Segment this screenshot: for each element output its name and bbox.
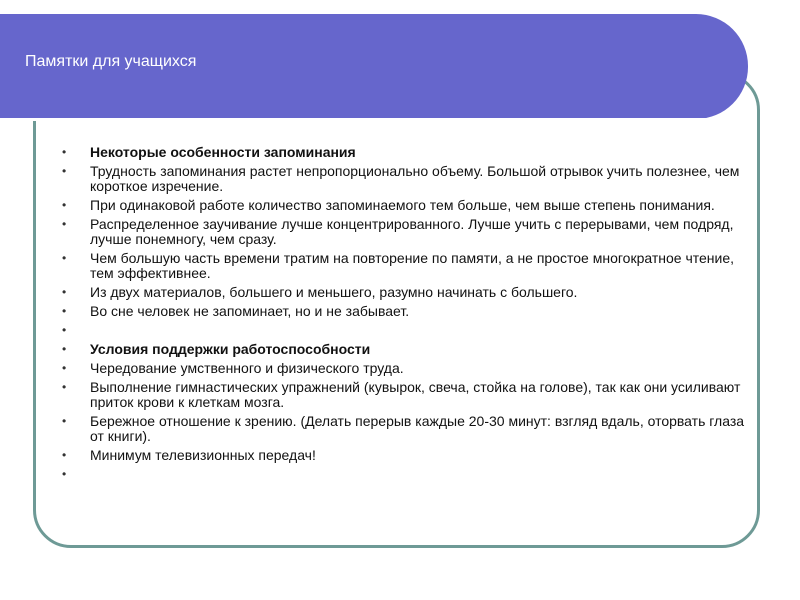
list-item	[62, 304, 752, 319]
list-item-text: Трудность запоминания растет непропорционально объему. Большой отрывок учить полезнее, чем короткое изречение.	[90, 163, 740, 194]
list-item-text: При одинаковой работе количество запоминаемого тем больше, чем выше степень понимания.	[90, 197, 715, 213]
list-item	[62, 217, 752, 247]
bullet-dot-icon: •	[62, 342, 67, 356]
list-item-text: Распределенное заучивание лучше концентрированного. Лучше учить с перерывами, чем подряд, лучше понемногу, чем сразу.	[90, 216, 734, 247]
list-item	[62, 251, 752, 281]
bullet-dot-icon: •	[62, 164, 67, 178]
bullet-dot-icon: •	[62, 304, 67, 318]
list-item	[62, 323, 752, 338]
list-item	[62, 361, 752, 376]
bullet-dot-icon: •	[62, 251, 67, 265]
bullet-dot-icon: •	[62, 448, 67, 462]
list-item-text: Бережное отношение к зрению. (Делать перерыв каждые 20-30 минут: взгляд вдаль, оторвать глаза от книги).	[90, 413, 745, 444]
list-item	[62, 467, 752, 482]
bullet-dot-icon: •	[62, 361, 67, 375]
list-item-text: Чередование умственного и физического труда.	[90, 360, 404, 376]
list-item-text: Выполнение гимнастических упражнений (кувырок, свеча, стойка на голове), так как они усиливают приток крови к клеткам мозга.	[90, 379, 741, 410]
list-item	[62, 164, 752, 194]
list-item	[62, 448, 752, 463]
list-item-text: Минимум телевизионных передач!	[90, 447, 316, 463]
title-divider	[0, 118, 708, 121]
bullet-dot-icon: •	[62, 323, 67, 337]
bullet-list	[62, 145, 752, 486]
list-item-text: Во сне человек не запоминает, но и не забывает.	[90, 303, 410, 319]
slide-title: Памятки для учащихся	[25, 53, 197, 70]
list-item	[62, 145, 752, 160]
list-item	[62, 285, 752, 300]
bullet-dot-icon: •	[62, 380, 67, 394]
list-item	[62, 380, 752, 410]
bullet-dot-icon: •	[62, 414, 67, 428]
list-item	[62, 342, 752, 357]
bullet-dot-icon: •	[62, 285, 67, 299]
list-item-text: Некоторые особенности запоминания	[90, 144, 356, 160]
bullet-dot-icon: •	[62, 198, 67, 212]
bullet-dot-icon: •	[62, 217, 67, 231]
list-item	[62, 414, 752, 444]
list-item-text: Условия поддержки работоспособности	[90, 341, 371, 357]
bullet-dot-icon: •	[62, 467, 67, 481]
list-item-text: Чем большую часть времени тратим на повторение по памяти, а не простое многократное чтение, тем эффективнее.	[90, 250, 734, 281]
list-item	[62, 198, 752, 213]
list-item-text: Из двух материалов, большего и меньшего, разумно начинать с большего.	[90, 284, 578, 300]
bullet-dot-icon: •	[62, 145, 67, 159]
